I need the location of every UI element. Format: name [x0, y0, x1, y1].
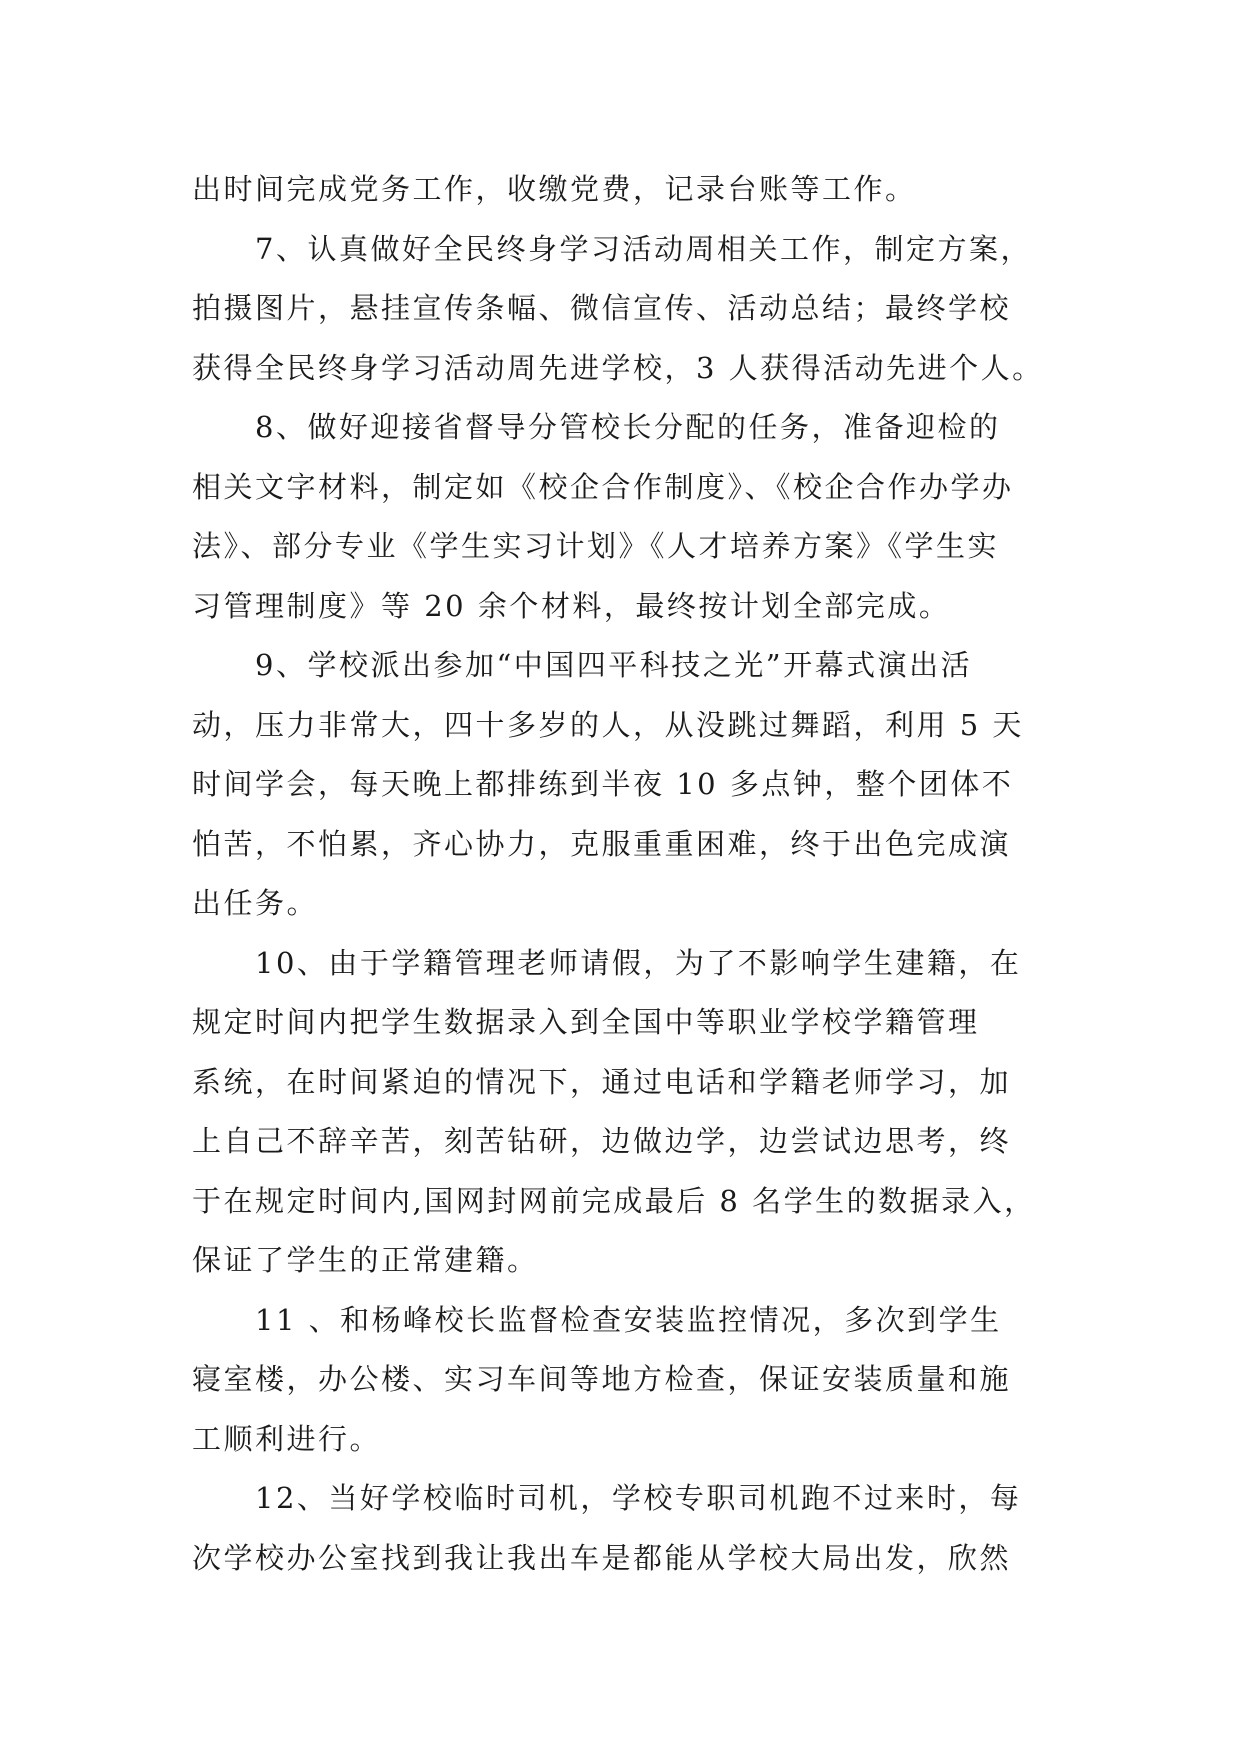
text-line: 寝室楼，办公楼、实习车间等地方检查，保证安装质量和施 — [192, 1362, 1012, 1396]
text-line: 于在规定时间内,国网封网前完成最后 8 名学生的数据录入， — [192, 1183, 1036, 1218]
text-line: 时间学会，每天晚上都排练到半夜 10 多点钟，整个团体不 — [192, 767, 1014, 801]
text-line: 保证了学生的正常建籍。 — [192, 1243, 539, 1277]
text-line: 出任务。 — [192, 886, 319, 920]
paragraph-item-7 — [192, 220, 1072, 399]
text-line: 拍摄图片，悬挂宣传条幅、微信宣传、活动总结；最终学校 — [192, 291, 1012, 325]
text-line: 法》、部分专业《学生实习计划》《人才培养方案》《学生实 — [192, 529, 1000, 563]
text-line: 12、当好学校临时司机，学校专职司机跑不过来时，每 — [192, 1481, 1022, 1515]
text-line: 工顺利进行。 — [192, 1421, 382, 1456]
text-line: 怕苦，不怕累，齐心协力，克服重重困难，终于出色完成演 — [192, 826, 1012, 861]
paragraph-item-8 — [192, 398, 1072, 636]
text-line: 11 、和杨峰校长监督检查安装监控情况，多次到学生 — [192, 1302, 1002, 1337]
text-line: 系统，在时间紧迫的情况下，通过电话和学籍老师学习，加 — [192, 1064, 1012, 1099]
paragraph-6-continuation — [192, 160, 1072, 220]
text-line: 上自己不辞辛苦，刻苦钻研，边做边学，边尝试边思考，终 — [192, 1124, 1012, 1158]
text-line: 出时间完成党务工作，收缴党费，记录台账等工作。 — [192, 172, 917, 206]
text-line: 8、做好迎接省督导分管校长分配的任务，准备迎检的 — [192, 410, 1001, 444]
text-line: 习管理制度》等 20 余个材料，最终按计划全部完成。 — [192, 588, 951, 623]
paragraph-item-11 — [192, 1291, 1072, 1470]
paragraph-item-10 — [192, 934, 1072, 1291]
paragraph-item-9 — [192, 636, 1072, 934]
text-line: 次学校办公室找到我让我出车是都能从学校大局出发，欣然 — [192, 1540, 1012, 1575]
text-line: 获得全民终身学习活动周先进学校，3 人获得活动先进个人。 — [192, 350, 1044, 385]
text-line: 动，压力非常大，四十多岁的人，从没跳过舞蹈，利用 5 天 — [192, 707, 1024, 742]
text-line: 相关文字材料，制定如《校企合作制度》、《校企合作办学办 — [192, 469, 1014, 504]
text-line: 10、由于学籍管理老师请假，为了不影响学生建籍，在 — [192, 945, 1022, 980]
text-line: 规定时间内把学生数据录入到全国中等职业学校学籍管理 — [192, 1005, 980, 1039]
document-body — [192, 160, 1072, 1588]
text-line: 9、学校派出参加“中国四平科技之光”开幕式演出活 — [192, 648, 973, 682]
paragraph-item-12 — [192, 1469, 1072, 1588]
text-line: 7、认真做好全民终身学习活动周相关工作，制定方案， — [192, 231, 1032, 266]
